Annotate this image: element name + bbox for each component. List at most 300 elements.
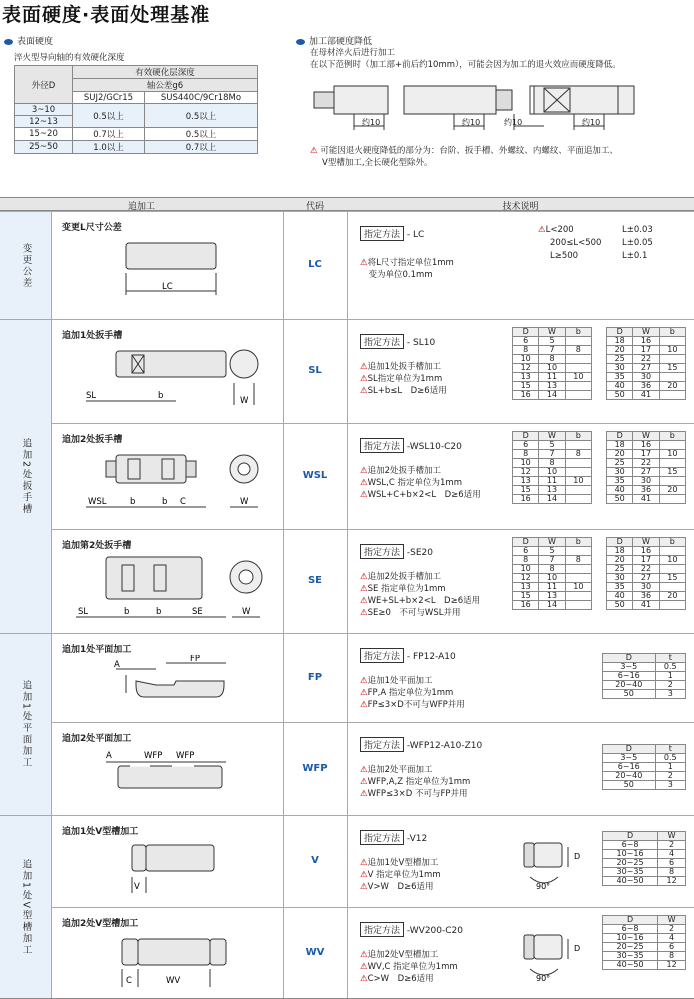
table-cell: 35 bbox=[607, 373, 633, 382]
table-row bbox=[513, 495, 592, 504]
table-cell: 10~16 bbox=[603, 850, 658, 859]
table-cell: 18 bbox=[607, 547, 633, 556]
svg-text:W: W bbox=[242, 607, 251, 617]
table-cell: 20~25 bbox=[603, 943, 658, 952]
table-cell: 6 bbox=[658, 943, 686, 952]
warning-icon: ⚠ bbox=[310, 146, 318, 156]
svg-text:约10: 约10 bbox=[462, 118, 481, 127]
method-label: 指定方法 bbox=[360, 648, 404, 663]
table-cell: 15 bbox=[513, 486, 539, 495]
spec-block bbox=[360, 830, 441, 893]
tolerance-row: 200≤L<500 bbox=[550, 238, 602, 248]
note-line: ⚠将L尺寸指定单位1mm bbox=[360, 258, 454, 268]
table-cell: 16 bbox=[513, 601, 539, 610]
table-row bbox=[603, 961, 686, 970]
table-cell: 13 bbox=[513, 373, 539, 382]
table-cell: 40~50 bbox=[603, 877, 658, 886]
group-label-text: 追加1处平面加工 bbox=[20, 680, 32, 769]
header-process: 追加工 bbox=[127, 202, 155, 212]
table-cell: 20 bbox=[607, 556, 633, 565]
method-example: -SE20 bbox=[404, 548, 433, 558]
spec-notes bbox=[360, 949, 463, 985]
processing-table bbox=[0, 197, 694, 999]
svg-text:b: b bbox=[130, 497, 136, 507]
table-cell bbox=[565, 565, 591, 574]
table-cell: 10 bbox=[539, 364, 565, 373]
table-cell: 5 bbox=[539, 441, 565, 450]
method-label: 指定方法 bbox=[360, 334, 404, 349]
wrench-size-table-left bbox=[512, 431, 592, 504]
method-example: -WFP12-A10-Z10 bbox=[404, 741, 483, 751]
svg-text:90°: 90° bbox=[536, 882, 551, 891]
table-cell: 27 bbox=[633, 574, 659, 583]
table-cell: 17 bbox=[633, 450, 659, 459]
group-label bbox=[0, 633, 52, 815]
spec-notes bbox=[360, 361, 447, 397]
table-row bbox=[603, 754, 686, 763]
method-label: 指定方法 bbox=[360, 737, 404, 752]
group-label-text: 追加2处扳手槽 bbox=[20, 437, 32, 516]
table-header-cell: b bbox=[565, 328, 591, 337]
note-line: ⚠V 指定单位为1mm bbox=[360, 870, 441, 880]
svg-text:C: C bbox=[180, 497, 186, 507]
spec-notes bbox=[360, 764, 482, 800]
svg-text:WSL: WSL bbox=[88, 497, 107, 507]
table-row bbox=[607, 495, 686, 504]
bullet-icon bbox=[296, 39, 305, 45]
table-cell: 5 bbox=[539, 547, 565, 556]
note-line: ⚠WSL+C+b×2<L D≥6适用 bbox=[360, 490, 481, 500]
table-cell: 20 bbox=[659, 486, 685, 495]
process-name: 变更L尺寸公差 bbox=[62, 223, 122, 233]
table-header-cell: b bbox=[659, 328, 685, 337]
v-groove-section-diagram bbox=[520, 929, 596, 985]
table-cell: 50 bbox=[607, 601, 633, 610]
table-cell: 16 bbox=[513, 391, 539, 400]
svg-text:WFP: WFP bbox=[176, 751, 195, 761]
table-cell: 30~35 bbox=[603, 868, 658, 877]
spec-block bbox=[360, 737, 482, 800]
table-cell: 8 bbox=[539, 459, 565, 468]
table-header-cell: W bbox=[539, 328, 565, 337]
table-row bbox=[603, 772, 686, 781]
table-header-cell: b bbox=[659, 538, 685, 547]
process-name: 追加1处V型槽加工 bbox=[62, 827, 139, 837]
note-line: ⚠WFP,A,Z 指定单位为1mm bbox=[360, 777, 471, 787]
table-cell bbox=[565, 391, 591, 400]
process-name: 追加2处扳手槽 bbox=[62, 435, 123, 445]
table-cell: 41 bbox=[633, 391, 659, 400]
table-cell: 10 bbox=[539, 574, 565, 583]
svg-text:WV: WV bbox=[166, 976, 181, 986]
table-cell: 3 bbox=[655, 781, 685, 790]
table-cell: 30 bbox=[607, 364, 633, 373]
spec-block bbox=[360, 226, 454, 281]
table-cell: 13 bbox=[539, 592, 565, 601]
table-cell: 14 bbox=[539, 495, 565, 504]
page-title: 表面硬度·表面处理基准 bbox=[2, 4, 211, 26]
table-cell: 40 bbox=[607, 592, 633, 601]
table-cell bbox=[659, 601, 685, 610]
table-cell: 10 bbox=[565, 583, 591, 592]
part-diagram bbox=[66, 341, 276, 419]
table-cell: 30 bbox=[607, 574, 633, 583]
table-cell bbox=[659, 495, 685, 504]
note-line: ⚠追加1处平面加工 bbox=[360, 676, 433, 686]
table-cell: 12 bbox=[658, 877, 686, 886]
table-cell: 50 bbox=[603, 690, 656, 699]
svg-text:90°: 90° bbox=[536, 974, 551, 983]
v-groove-section-diagram bbox=[520, 837, 596, 893]
table-cell: 10 bbox=[513, 459, 539, 468]
table-cell: 0.5 bbox=[655, 754, 685, 763]
soften-heading: 加工部硬度降低 bbox=[296, 34, 372, 47]
svg-text:A: A bbox=[106, 751, 112, 761]
table-cell: 40 bbox=[607, 486, 633, 495]
svg-text:D: D bbox=[574, 852, 581, 861]
table-cell: 20 bbox=[659, 592, 685, 601]
note-line: ⚠追加2处平面加工 bbox=[360, 765, 433, 775]
table-cell: 25 bbox=[607, 355, 633, 364]
table-row bbox=[607, 601, 686, 610]
table-cell: 20~40 bbox=[603, 772, 656, 781]
process-name: 追加第2处扳手槽 bbox=[62, 541, 132, 551]
table-cell: 30~35 bbox=[603, 952, 658, 961]
table-cell: 6 bbox=[513, 547, 539, 556]
method-label: 指定方法 bbox=[360, 226, 404, 241]
spec-notes bbox=[360, 675, 465, 711]
table-header-cell: D bbox=[607, 538, 633, 547]
table-cell bbox=[565, 592, 591, 601]
process-code: WFP bbox=[302, 762, 328, 774]
method-example: -V12 bbox=[404, 834, 428, 844]
svg-text:C: C bbox=[126, 976, 132, 986]
table-cell: 8 bbox=[565, 346, 591, 355]
table-cell: 36 bbox=[633, 592, 659, 601]
table-cell bbox=[565, 486, 591, 495]
table-cell: 16 bbox=[633, 547, 659, 556]
table-cell: 30 bbox=[607, 468, 633, 477]
table-header-cell: t bbox=[655, 654, 685, 663]
table-cell: 10 bbox=[659, 346, 685, 355]
table-row bbox=[603, 663, 686, 672]
table-cell: 6 bbox=[513, 441, 539, 450]
softening-diagram bbox=[304, 78, 684, 134]
process-name: 追加1处扳手槽 bbox=[62, 331, 123, 341]
table-cell: 13 bbox=[539, 486, 565, 495]
table-cell: 50 bbox=[603, 781, 656, 790]
process-name: 追加2处平面加工 bbox=[62, 734, 132, 744]
table-cell: 10 bbox=[513, 355, 539, 364]
table-header-cell: W bbox=[633, 538, 659, 547]
tolerance-value: L±0.1 bbox=[622, 251, 648, 261]
table-cell: 10 bbox=[565, 477, 591, 486]
table-cell: 22 bbox=[633, 565, 659, 574]
part-diagram bbox=[66, 551, 276, 629]
note-line: ⚠V>W D≥6适用 bbox=[360, 882, 434, 892]
table-header-cell: b bbox=[659, 432, 685, 441]
svg-text:LC: LC bbox=[162, 282, 173, 292]
table-header-cell: b bbox=[565, 538, 591, 547]
table-cell: 40~50 bbox=[603, 961, 658, 970]
svg-text:b: b bbox=[124, 607, 130, 617]
note-line: ⚠追加1处V型槽加工 bbox=[360, 858, 439, 868]
part-diagram bbox=[66, 837, 276, 903]
table-cell: 36 bbox=[633, 382, 659, 391]
table-cell: 22 bbox=[633, 355, 659, 364]
table-cell: 6~16 bbox=[603, 672, 656, 681]
svg-text:约10: 约10 bbox=[362, 118, 381, 127]
method-example: -WV200-C20 bbox=[404, 926, 463, 936]
table-cell: 8 bbox=[513, 556, 539, 565]
table-cell: 12 bbox=[658, 961, 686, 970]
table-cell: 20 bbox=[607, 450, 633, 459]
table-cell: 14 bbox=[539, 391, 565, 400]
table-cell: 10~16 bbox=[603, 934, 658, 943]
part-diagram bbox=[66, 744, 276, 811]
table-cell: 15 bbox=[513, 382, 539, 391]
process-name: 追加2处V型槽加工 bbox=[62, 919, 139, 929]
spec-block bbox=[360, 648, 465, 711]
svg-text:SE: SE bbox=[192, 607, 203, 617]
group-label bbox=[0, 319, 52, 633]
table-row bbox=[603, 781, 686, 790]
process-name: 追加1处平面加工 bbox=[62, 645, 132, 655]
process-code: SL bbox=[308, 365, 322, 376]
process-code: LC bbox=[308, 259, 322, 270]
process-code: WV bbox=[305, 947, 325, 958]
note-line: ⚠追加2处扳手槽加工 bbox=[360, 466, 442, 476]
table-cell: 16 bbox=[633, 441, 659, 450]
v-groove-table bbox=[602, 915, 686, 970]
process-code: FP bbox=[307, 671, 323, 683]
wrench-size-table-right bbox=[606, 537, 686, 610]
table-cell: 7 bbox=[539, 450, 565, 459]
method-example: - SL10 bbox=[404, 338, 436, 348]
table-cell: 25 bbox=[607, 565, 633, 574]
v-groove-table bbox=[602, 831, 686, 886]
table-header-cell: W bbox=[658, 916, 686, 925]
spec-block bbox=[360, 922, 463, 985]
table-cell bbox=[565, 495, 591, 504]
part-diagram bbox=[66, 929, 276, 995]
process-code: SE bbox=[307, 575, 323, 586]
part-diagram bbox=[66, 445, 276, 525]
table-cell: 4 bbox=[658, 850, 686, 859]
spec-block bbox=[360, 544, 480, 619]
table-cell: 2 bbox=[658, 841, 686, 850]
table-cell: 3~5 bbox=[603, 663, 656, 672]
table-header-cell: D bbox=[513, 538, 539, 547]
table-cell: 6 bbox=[513, 337, 539, 346]
svg-text:约10: 约10 bbox=[504, 118, 523, 127]
tolerance-value: L±0.03 bbox=[622, 225, 653, 235]
method-label: 指定方法 bbox=[360, 922, 404, 937]
table-cell: 13 bbox=[539, 382, 565, 391]
svg-text:b: b bbox=[162, 497, 168, 507]
table-cell: 27 bbox=[633, 364, 659, 373]
wrench-size-table-right bbox=[606, 431, 686, 504]
note-line: ⚠追加1处扳手槽加工 bbox=[360, 362, 442, 372]
hardness-subtitle: 淬火型导向轴的有效硬化深度 bbox=[14, 53, 125, 63]
table-cell: 15 bbox=[659, 574, 685, 583]
table-cell: 50 bbox=[607, 495, 633, 504]
svg-text:SL: SL bbox=[78, 607, 89, 617]
table-row bbox=[513, 601, 592, 610]
spec-notes bbox=[360, 257, 454, 281]
table-cell: 3 bbox=[655, 690, 685, 699]
soften-line1: 在母材淬火后进行加工 bbox=[310, 48, 396, 58]
svg-text:b: b bbox=[156, 607, 162, 617]
svg-text:约10: 约10 bbox=[582, 118, 601, 127]
table-cell: 36 bbox=[633, 486, 659, 495]
table-cell: 6~8 bbox=[603, 841, 658, 850]
spec-notes bbox=[360, 857, 441, 893]
table-cell: 8 bbox=[565, 450, 591, 459]
svg-text:FP: FP bbox=[190, 655, 201, 664]
table-cell: 12 bbox=[513, 468, 539, 477]
table-header-cell: D bbox=[513, 432, 539, 441]
table-cell bbox=[565, 355, 591, 364]
table-cell: 25 bbox=[607, 459, 633, 468]
table-cell: 0.5 bbox=[655, 663, 685, 672]
note-line: ⚠FP,A 指定单位为1mm bbox=[360, 688, 454, 698]
soften-warning: ⚠ 可能因退火硬度降低的部分为：台阶、扳手槽、外螺纹、内螺纹、平面追加工、 bbox=[310, 146, 618, 156]
table-cell: 8 bbox=[565, 556, 591, 565]
table-cell: 50 bbox=[607, 391, 633, 400]
method-example: - LC bbox=[404, 230, 425, 240]
table-cell: 13 bbox=[513, 477, 539, 486]
svg-text:W: W bbox=[240, 396, 249, 406]
svg-text:D: D bbox=[574, 944, 581, 953]
flat-depth-table bbox=[602, 653, 686, 699]
table-cell: 15 bbox=[513, 592, 539, 601]
table-cell: 18 bbox=[607, 337, 633, 346]
table-header-cell: D bbox=[603, 745, 656, 754]
table-cell bbox=[565, 382, 591, 391]
table-cell: 6~16 bbox=[603, 763, 656, 772]
header-description: 技术说明 bbox=[502, 202, 539, 212]
table-header bbox=[0, 197, 694, 211]
process-code: WSL bbox=[302, 470, 328, 481]
table-cell: 12 bbox=[513, 574, 539, 583]
table-header-cell: D bbox=[603, 916, 658, 925]
bullet-icon bbox=[4, 39, 13, 45]
flat-depth-table bbox=[602, 744, 686, 790]
part-diagram bbox=[66, 233, 276, 315]
method-example: -WSL10-C20 bbox=[404, 442, 462, 452]
tolerance-row: L≥500 bbox=[550, 251, 579, 261]
table-cell: 35 bbox=[607, 583, 633, 592]
table-cell: 30 bbox=[633, 583, 659, 592]
note-line: ⚠SE≥0 不可与WSL并用 bbox=[360, 608, 461, 618]
note-line: ⚠WV,C 指定单位为1mm bbox=[360, 962, 458, 972]
table-row bbox=[607, 391, 686, 400]
table-cell: 20 bbox=[607, 346, 633, 355]
table-cell: 8 bbox=[658, 952, 686, 961]
method-label: 指定方法 bbox=[360, 830, 404, 845]
hardness-heading: 表面硬度 bbox=[4, 34, 53, 47]
table-header-cell: D bbox=[603, 654, 656, 663]
method-label: 指定方法 bbox=[360, 544, 404, 559]
note-line: ⚠追加2处扳手槽加工 bbox=[360, 572, 442, 582]
svg-text:W: W bbox=[240, 497, 249, 507]
svg-text:A: A bbox=[114, 660, 120, 670]
soften-warning-2: V型槽加工,全长硬化型除外。 bbox=[322, 158, 433, 168]
note-line: ⚠追加2处V型槽加工 bbox=[360, 950, 439, 960]
table-cell: 17 bbox=[633, 556, 659, 565]
table-cell: 8 bbox=[539, 565, 565, 574]
table-cell: 35 bbox=[607, 477, 633, 486]
note-line: ⚠C>W D≥6适用 bbox=[360, 974, 434, 984]
table-header-cell: W bbox=[539, 432, 565, 441]
group-label-text: 追加1处V型槽加工 bbox=[20, 858, 32, 957]
table-cell: 30 bbox=[633, 477, 659, 486]
table-cell: 2 bbox=[655, 681, 685, 690]
group-label-text: 变更公差 bbox=[20, 242, 32, 289]
table-cell: 12 bbox=[513, 364, 539, 373]
table-cell: 10 bbox=[539, 468, 565, 477]
table-cell: 10 bbox=[659, 450, 685, 459]
note-line: ⚠WFP≤3×D 不可与FP并用 bbox=[360, 789, 468, 799]
table-header-cell: t bbox=[655, 745, 685, 754]
note-line: ⚠SL指定单位为1mm bbox=[360, 374, 443, 384]
table-cell: 6~8 bbox=[603, 925, 658, 934]
group-label bbox=[0, 815, 52, 999]
table-header-cell: D bbox=[513, 328, 539, 337]
table-cell: 20~25 bbox=[603, 859, 658, 868]
part-diagram bbox=[66, 655, 276, 718]
table-cell bbox=[659, 391, 685, 400]
table-cell: 14 bbox=[539, 601, 565, 610]
table-cell: 2 bbox=[658, 925, 686, 934]
table-cell: 8 bbox=[513, 450, 539, 459]
table-cell: 11 bbox=[539, 583, 565, 592]
note-line: ⚠FP≤3×D不可与WFP并用 bbox=[360, 700, 465, 710]
table-cell: 8 bbox=[539, 355, 565, 364]
spec-notes bbox=[360, 571, 480, 619]
table-row bbox=[603, 681, 686, 690]
tolerance-value: L±0.05 bbox=[622, 238, 653, 248]
hardness-table: 外径D 有效硬化层深度 轴公差g6 SUJ2/GCr15 SUS440C/9Cr18Mo 3~10 0.5以上 0.5以上 12~13 15~20 0.7以上 0.5以上 25~50 1.0以上 0.7以上 bbox=[14, 65, 258, 154]
table-header-cell: D bbox=[603, 832, 658, 841]
table-cell: 3~5 bbox=[603, 754, 656, 763]
table-cell: 8 bbox=[658, 868, 686, 877]
table-cell: 16 bbox=[513, 495, 539, 504]
table-cell: 11 bbox=[539, 477, 565, 486]
table-cell: 13 bbox=[513, 583, 539, 592]
table-cell: 11 bbox=[539, 373, 565, 382]
method-label: 指定方法 bbox=[360, 438, 404, 453]
soften-line2: 在以下范例时（加工部+前后约10mm），可能会因为加工的退火效应而硬度降低。 bbox=[310, 60, 621, 70]
header-code: 代码 bbox=[305, 202, 324, 212]
spec-block bbox=[360, 334, 447, 397]
table-header-cell: W bbox=[633, 328, 659, 337]
tolerance-row: ⚠L<200 bbox=[538, 225, 574, 235]
table-header-cell: D bbox=[607, 432, 633, 441]
wrench-size-table-right bbox=[606, 327, 686, 400]
table-header-cell: W bbox=[539, 538, 565, 547]
table-cell: 8 bbox=[513, 346, 539, 355]
table-cell: 10 bbox=[513, 565, 539, 574]
wrench-size-table-left bbox=[512, 327, 592, 400]
note-line: ⚠WE+SL+b×2<L D≥6适用 bbox=[360, 596, 481, 606]
svg-text:WFP: WFP bbox=[144, 751, 163, 761]
table-cell: 7 bbox=[539, 556, 565, 565]
table-cell bbox=[565, 601, 591, 610]
table-cell: 1 bbox=[655, 672, 685, 681]
table-cell: 10 bbox=[659, 556, 685, 565]
